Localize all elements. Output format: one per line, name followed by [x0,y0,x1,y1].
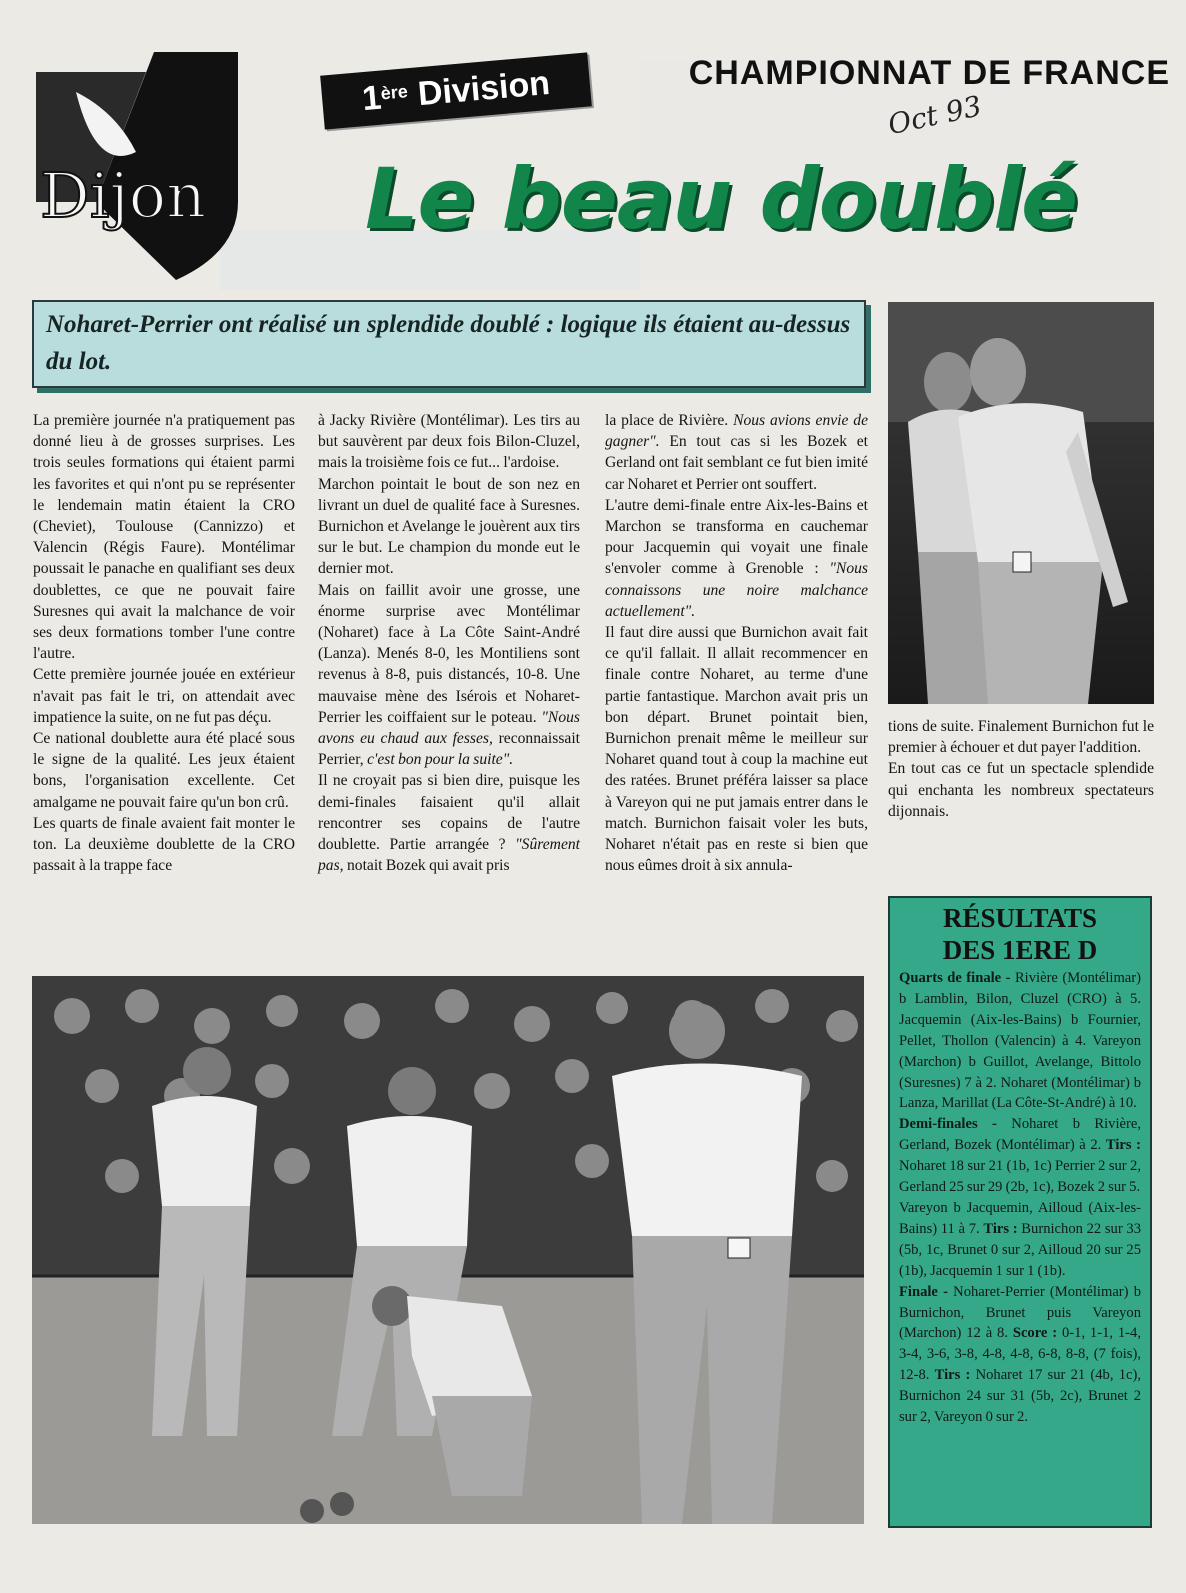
results-text: Noharet-Perrier (Montélimar) b Burnichon, Brunet puis Vareyon (Marchon) 12 à 8. [899,1283,1141,1342]
results-semi-finals [899,1114,1141,1198]
dijon-logo [36,52,246,282]
quote: "Sûrement pas, [318,836,580,875]
article-paragraph: Les quarts de finale avaient fait monter le ton. La deuxième doublette de la CRO passait à la trappe face [33,814,295,875]
division-ordinal: ère [379,80,409,104]
results-box [888,896,1152,1528]
article-column-2 [318,410,580,970]
headline: Le beau doublé [365,150,1078,248]
results-label: Tirs : [1105,1137,1141,1154]
results-text: Noharet 18 sur 21 (1b, 1c) Perrier 2 sur 2, Gerland 25 sur 29 (2b, 1c), Bozek 2 sur 5. [899,1158,1141,1196]
article-paragraph: tions de suite. Finalement Burnichon fut le premier à échouer et dut payer l'addition. [888,718,1154,757]
quote: Nous avions envie de gagner". [605,412,868,451]
results-label: Tirs : [934,1367,971,1384]
results-title-line: DES 1ERE D [942,935,1098,965]
results-title-line: RÉSULTATS [942,903,1098,933]
article-paragraph: Ce national doublette aura été placé sous le signe de la qualité. Les jeux étaient bons, l'organisation excellente. Cet amalgame ne pouvait faire qu'un bon crû. [33,730,295,811]
handwritten-date: Oct 93 [885,89,985,142]
article-column-3 [605,410,868,970]
results-semi-finals-2 [899,1198,1141,1282]
quote: c'est bon pour la suite". [367,751,514,769]
article-paragraph: En tout cas ce fut un spectacle splendide qui enchanta les nombreux spectateurs dijonnais. [888,760,1154,820]
results-body [899,968,1141,1428]
results-text: 0-1, 1-1, 1-4, 3-4, 3-6, 3-8, 4-8, 4-8, 6-8, 8-8, (7 fois), 12-8. [899,1325,1141,1384]
division-number: 1 [360,78,383,118]
results-text: Burnichon 22 sur 33 (5b, 1c, Brunet 0 sur 2, Ailloud 20 sur 25 (1b), Jacquemin 1 sur 1 (1b). [899,1220,1141,1279]
article-paragraph: La première journée n'a pratiquement pas donné lieu à de grosses surprises. Les trois seules formations qui étaient parmi les favorites et qui n'ont pu se représenter le lendemain matin étaient la CRO (Cheviet), Toulouse (Cannizzo) et Valencin (Régis Faure). Montélimar poussait le panache en qualifiant ses deux doublettes, ce que ne pouvait faire Suresnes qui avait la malchance de voir ses deux formations tomber l'une contre l'autre. [33,412,295,663]
section-title: CHAMPIONNAT DE FRANCE [688,54,1170,92]
results-text: Noharet 17 sur 21 (4b, 1c), Burnichon 24 sur 31 (5b, 2c), Brunet 2 sur 2, Vareyon 0 sur 2. [899,1367,1141,1426]
article-text: notait Bozek qui avait pris [346,857,510,875]
article-text: Mais on faillit avoir une grosse, une énorme surprise avec Montélimar (Noharet) face à La Côte Saint-André (Lanza). Menés 8-0, les Montiliens sont revenus à 8-8, puis distancés, 10-8. Une mauvaise mène des Isérois et Noharet-Perrier les coiffaient sur le poteau. [318,581,580,726]
article-paragraph: Il faut dire aussi que Burnichon avait fait ce qu'il fallait. Il allait recommencer en finale contre Noharet, au terme d'une partie fantastique. Marchon avait pris un bon départ. Brunet pointait bien, Burnichon prenait même le meilleur sur Noharet quand tout à coup la machine eut des ratées. Brunet préféra laisser sa place à Vareyon qui ne put jamais entrer dans le match. Burnichon faisait voler les buts, Noharet n'était pas en reste si bien que nous eûmes droit à six annula- [605,624,868,875]
article-text: Il ne croyait pas si bien dire, puisque les demi-finales faisaient qu'il allait rencontrer ses copains de l'autre doublette. Partie arrangée ? [318,772,580,854]
logo-text: Dijon [40,159,207,232]
results-label: Score : [1012,1325,1058,1342]
article-text: la place de Rivière. [605,412,729,429]
article-paragraph [605,410,868,495]
division-tag [320,52,592,129]
lead-box: Noharet-Perrier ont réalisé un splendide doublé : logique ils étaient au-dessus du lot. [32,300,866,388]
results-label: Finale - [899,1283,948,1300]
article-text: L'autre demi-finale entre Aix-les-Bains et Marchon se transforma en cauchemar pour Jacquemin qui voyait une finale s'envoler comme à Grenoble : [605,496,868,578]
results-title [899,902,1141,966]
article-paragraph: à Jacky Rivière (Montélimar). Les tirs au but sauvèrent par deux fois Bilon-Cluzel, mais la troisième fois ce fut... l'ardoise. [318,412,580,472]
results-label: Quarts de finale - [899,970,1011,986]
results-text: Rivière (Montélimar) b Lamblin, Bilon, Cluzel (CRO) à 5. Jacquemin (Aix-les-Bains) b Fournier, Pellet, Thollon (Valencin) à 4. Vareyon (Marchon) b Guillot, Avelange, Bittolo (Suresnes) 7 à 2. Noharet (Montélimar) b Lanza, Marillat (La Côte-St-André) à 10. [899,970,1141,1112]
division-label: Division [416,63,552,113]
quote: "Nous avons eu chaud aux fesses, [318,708,580,748]
results-label: Tirs : [983,1220,1018,1237]
results-text: Vareyon b Jacquemin, Ailloud (Aix-les-Bains) 11 à 7. [899,1199,1141,1237]
quote: "Nous connaissons une noire malchance actuellement". [605,560,868,620]
article-paragraph [318,580,580,771]
article-column-1 [33,410,295,970]
results-final [899,1282,1141,1428]
article-paragraph: Cette première journée jouée en extérieur n'avait pas fait le tri, on attendait avec impatience la suite, on ne fut pas déçu. [33,666,295,726]
article-paragraph [605,495,868,622]
results-text: Noharet b Rivière, Gerland, Bozek (Montélimar) à 2. [899,1116,1141,1154]
results-quarter-finals [899,968,1141,1114]
article-paragraph [318,770,580,876]
photo-embrace [888,302,1154,704]
results-label: Demi-finales - [899,1116,997,1133]
article-text: reconnaissait Perrier, [318,730,580,769]
article-paragraph: Marchon pointait le bout de son nez en livrant un duel de qualité face à Suresnes. Burnichon et Avelange le jouèrent aux tirs sur le but. Le champion du monde eut le dernier mot. [318,475,580,578]
article-text: En tout cas si les Bozek et Gerland ont fait semblant ce fut bien imité car Noharet et Perrier ont souffert. [605,433,868,493]
photo-players [32,976,864,1524]
article-column-4 [888,716,1154,846]
